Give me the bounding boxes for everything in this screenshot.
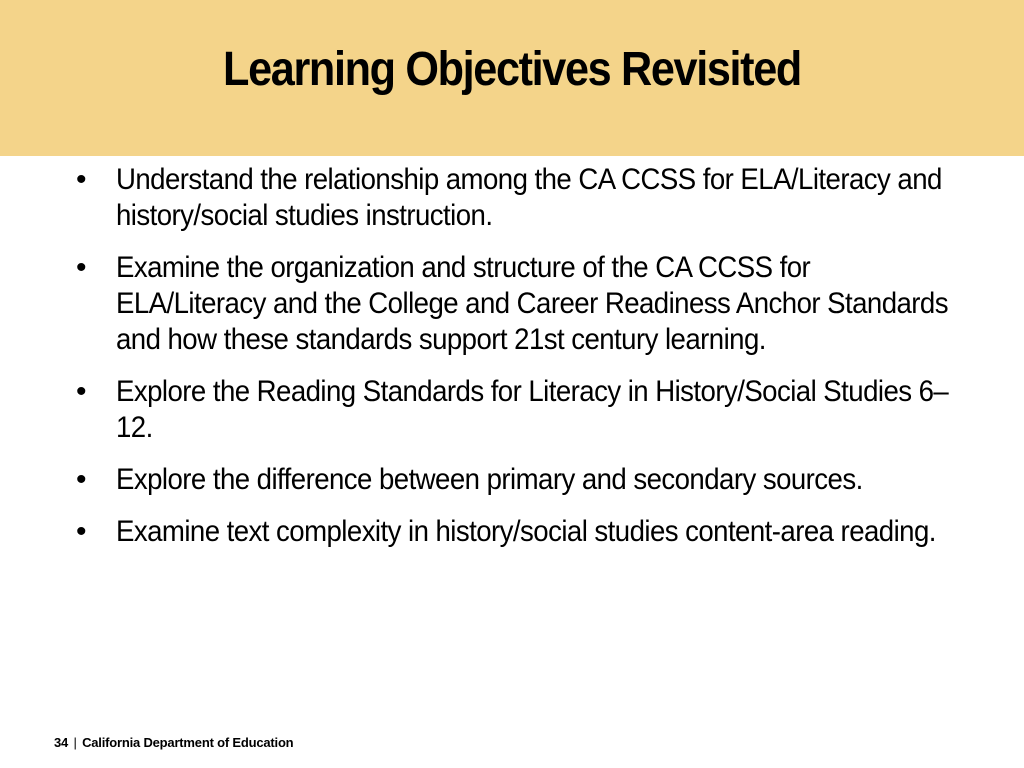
objective-text: Understand the relationship among the CA CCSS for ELA/Literacy and history/social studies instruction. [116, 163, 942, 232]
page-number: 34 [54, 735, 69, 750]
organization-name: California Department of Education [82, 735, 294, 750]
objectives-list [70, 162, 970, 566]
title-band [0, 0, 1024, 156]
bullet-icon: • [76, 375, 86, 408]
footer-separator: | [73, 735, 77, 750]
bullet-icon: • [76, 463, 86, 496]
objective-item [70, 514, 970, 550]
objective-text: Explore the Reading Standards for Literacy in History/Social Studies 6–12. [116, 375, 949, 444]
objective-item [70, 462, 970, 498]
objective-text: Examine text complexity in history/social studies content-area reading. [116, 515, 936, 548]
objective-item [70, 162, 970, 234]
objective-item [70, 250, 970, 358]
bullet-icon: • [76, 515, 86, 548]
slide-title: Learning Objectives Revisited [223, 43, 801, 96]
objective-text: Explore the difference between primary and secondary sources. [116, 463, 863, 496]
objective-text: Examine the organization and structure of the CA CCSS for ELA/Literacy and the College and Career Readiness Anchor Standards and how these standards support 21st century learning. [116, 251, 948, 356]
objective-item [70, 374, 970, 446]
bullet-icon: • [76, 163, 86, 196]
bullet-icon: • [76, 251, 86, 284]
slide-footer [54, 734, 293, 752]
